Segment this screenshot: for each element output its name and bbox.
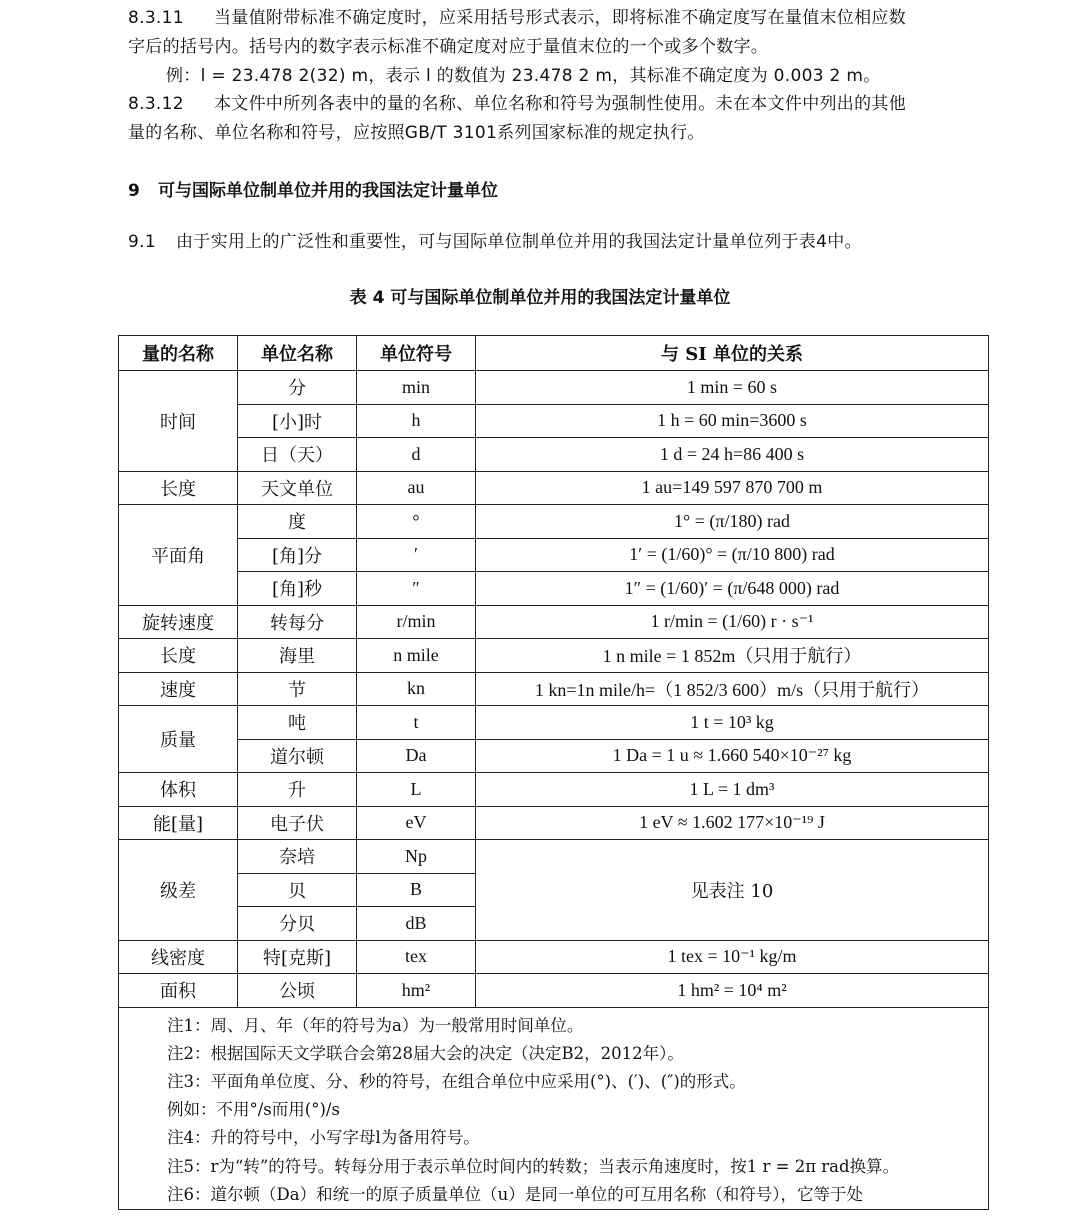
relation-cell: 1 au=149 597 870 700 m <box>476 471 989 505</box>
unit-cell: 电子伏 <box>238 806 357 840</box>
table-row <box>119 371 989 405</box>
unit-cell: 公顷 <box>238 974 357 1008</box>
quantity-cell: 质量 <box>119 706 238 773</box>
unit-cell: 分 <box>238 371 357 405</box>
table-row <box>119 438 989 472</box>
unit-cell: [角]分 <box>238 538 357 572</box>
header-unit-symbol: 单位符号 <box>357 336 476 371</box>
clause-8-3-12-line1 <box>128 90 906 119</box>
clause-9-1 <box>128 228 862 257</box>
symbol-cell: eV <box>357 806 476 840</box>
symbol-cell: B <box>357 873 476 907</box>
clause-8-3-11-example: 例：l = 23.478 2(32) m，表示 l 的数值为 23.478 2 m，其标准不确定度为 0.003 2 m。 <box>166 66 881 86</box>
relation-cell: 1 tex = 10⁻¹ kg/m <box>476 940 989 974</box>
table-note: 注5：r为“转”的符号。转每分用于表示单位时间内的转数；当表示角速度时，按1 r = 2π rad换算。 <box>167 1156 900 1176</box>
symbol-cell: ′ <box>357 538 476 572</box>
unit-cell: 节 <box>238 672 357 706</box>
clause-number: 8.3.11 <box>128 8 184 28</box>
clause-text: 由于实用上的广泛性和重要性，可与国际单位制单位并用的我国法定计量单位列于表4中。 <box>176 232 862 252</box>
clause-8-3-11-line2: 字后的括号内。括号内的数字表示标准不确定度对应于量值末位的一个或多个数字。 <box>128 37 769 57</box>
table-row <box>119 773 989 807</box>
clause-8-3-11-line1 <box>128 4 906 33</box>
quantity-cell: 速度 <box>119 672 238 706</box>
table-row <box>119 974 989 1008</box>
symbol-cell: Np <box>357 840 476 874</box>
quantity-cell: 能[量] <box>119 806 238 840</box>
symbol-cell: min <box>357 371 476 405</box>
table-title: 表 4 可与国际单位制单位并用的我国法定计量单位 <box>349 288 731 308</box>
table-note: 注4：升的符号中，小写字母l为备用符号。 <box>167 1128 480 1148</box>
table-note: 注2：根据国际天文学联合会第28届大会的决定（决定B2，2012年）。 <box>167 1043 684 1063</box>
quantity-cell: 旋转速度 <box>119 605 238 639</box>
clause-number: 9.1 <box>128 232 156 252</box>
relation-cell: 1 d = 24 h=86 400 s <box>476 438 989 472</box>
symbol-cell: r/min <box>357 605 476 639</box>
symbol-cell: L <box>357 773 476 807</box>
table-row <box>119 471 989 505</box>
unit-cell: 日（天） <box>238 438 357 472</box>
relation-cell: 1 min = 60 s <box>476 371 989 405</box>
table-row <box>119 505 989 539</box>
table-row <box>119 706 989 740</box>
symbol-cell: d <box>357 438 476 472</box>
table-row <box>119 672 989 706</box>
relation-cell: 1 r/min = (1/60) r · s⁻¹ <box>476 605 989 639</box>
unit-cell: 吨 <box>238 706 357 740</box>
table-row <box>119 840 989 874</box>
relation-cell: 1 Da = 1 u ≈ 1.660 540×10⁻²⁷ kg <box>476 739 989 773</box>
header-si-relation: 与 SI 单位的关系 <box>476 336 989 371</box>
table-note: 注3：平面角单位度、分、秒的符号，在组合单位中应采用(°)、(′)、(″)的形式。 <box>167 1071 746 1091</box>
unit-cell: 贝 <box>238 873 357 907</box>
relation-cell: 1 n mile = 1 852m（只用于航行） <box>476 639 989 673</box>
section-heading <box>128 176 498 201</box>
symbol-cell: Da <box>357 739 476 773</box>
quantity-cell: 线密度 <box>119 940 238 974</box>
unit-cell: [小]时 <box>238 404 357 438</box>
quantity-cell: 级差 <box>119 840 238 941</box>
unit-cell: 特[克斯] <box>238 940 357 974</box>
table-notes <box>119 1007 989 1209</box>
unit-cell: 奈培 <box>238 840 357 874</box>
table-note: 例如：不用°/s而用(°)/s <box>167 1100 340 1120</box>
relation-cell: 1″ = (1/60)′ = (π/648 000) rad <box>476 572 989 606</box>
quantity-cell: 时间 <box>119 371 238 472</box>
section-title: 可与国际单位制单位并用的我国法定计量单位 <box>158 181 498 201</box>
quantity-cell: 长度 <box>119 639 238 673</box>
symbol-cell: au <box>357 471 476 505</box>
table-note: 注1：周、月、年（年的符号为a）为一般常用时间单位。 <box>167 1015 584 1035</box>
symbol-cell: ″ <box>357 572 476 606</box>
symbol-cell: kn <box>357 672 476 706</box>
relation-cell: 1 h = 60 min=3600 s <box>476 404 989 438</box>
table-row <box>119 404 989 438</box>
symbol-cell: t <box>357 706 476 740</box>
unit-cell: 升 <box>238 773 357 807</box>
symbol-cell: hm² <box>357 974 476 1008</box>
clause-text: 当量值附带标准不确定度时，应采用括号形式表示，即将标准不确定度写在量值末位相应数 <box>214 8 906 28</box>
relation-cell: 1 L = 1 dm³ <box>476 773 989 807</box>
table-notes-row <box>119 1007 989 1209</box>
symbol-cell: n mile <box>357 639 476 673</box>
section-number: 9 <box>128 181 140 201</box>
table-row <box>119 739 989 773</box>
clause-8-3-12-line2: 量的名称、单位名称和符号，应按照GB/T 3101系列国家标准的规定执行。 <box>128 123 705 143</box>
relation-cell: 1 t = 10³ kg <box>476 706 989 740</box>
unit-cell: 道尔顿 <box>238 739 357 773</box>
unit-cell: [角]秒 <box>238 572 357 606</box>
unit-cell: 海里 <box>238 639 357 673</box>
unit-cell: 度 <box>238 505 357 539</box>
table-row <box>119 572 989 606</box>
clause-text: 本文件中所列各表中的量的名称、单位名称和符号为强制性使用。未在本文件中列出的其他 <box>214 94 906 114</box>
unit-cell: 天文单位 <box>238 471 357 505</box>
symbol-cell: dB <box>357 907 476 941</box>
units-table <box>118 335 989 1210</box>
relation-cell: 1° = (π/180) rad <box>476 505 989 539</box>
table-row <box>119 605 989 639</box>
header-unit-name: 单位名称 <box>238 336 357 371</box>
table-row <box>119 639 989 673</box>
unit-cell: 转每分 <box>238 605 357 639</box>
header-quantity: 量的名称 <box>119 336 238 371</box>
relation-cell: 1 eV ≈ 1.602 177×10⁻¹⁹ J <box>476 806 989 840</box>
table-row <box>119 940 989 974</box>
quantity-cell: 长度 <box>119 471 238 505</box>
table-row <box>119 806 989 840</box>
symbol-cell: h <box>357 404 476 438</box>
table-row <box>119 538 989 572</box>
symbol-cell: tex <box>357 940 476 974</box>
quantity-cell: 体积 <box>119 773 238 807</box>
table-note: 注6：道尔顿（Da）和统一的原子质量单位（u）是同一单位的可互用名称（和符号），它等于处 <box>167 1184 863 1204</box>
relation-cell: 1 hm² = 10⁴ m² <box>476 974 989 1008</box>
quantity-cell: 平面角 <box>119 505 238 606</box>
clause-number: 8.3.12 <box>128 94 184 114</box>
unit-cell: 分贝 <box>238 907 357 941</box>
symbol-cell: ° <box>357 505 476 539</box>
quantity-cell: 面积 <box>119 974 238 1008</box>
relation-cell: 1 kn=1n mile/h=（1 852/3 600）m/s（只用于航行） <box>476 672 989 706</box>
table-header-row <box>119 336 989 371</box>
relation-cell: 见表注 10 <box>476 840 989 941</box>
relation-cell: 1′ = (1/60)° = (π/10 800) rad <box>476 538 989 572</box>
